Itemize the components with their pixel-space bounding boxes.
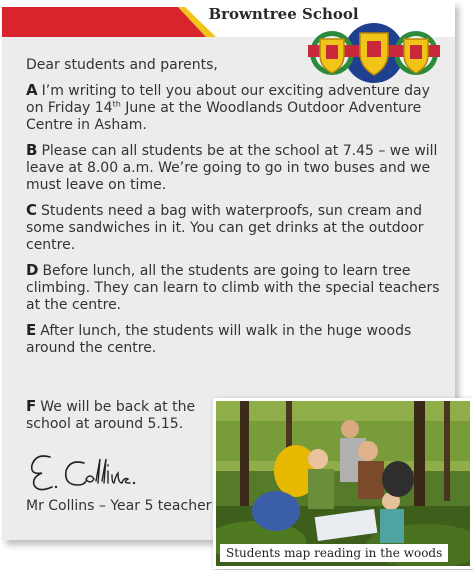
- paragraph-key: A: [26, 81, 38, 99]
- paragraph-text: Students need a bag with waterproofs, sun cream and some sandwiches in it. You can get drinks at the outdoor centre.: [26, 203, 424, 253]
- paragraph-f: [26, 398, 201, 433]
- greeting: Dear students and parents,: [26, 57, 218, 73]
- school-name: Browntree School: [208, 5, 359, 23]
- letter-body: [26, 57, 446, 365]
- signature: [26, 449, 146, 493]
- paragraph-text: Before lunch, all the students are going to learn tree climbing. They can learn to climb with the special teachers at the centre.: [26, 263, 440, 313]
- photo-scene: [216, 401, 470, 566]
- paragraph-key: F: [26, 397, 37, 415]
- paragraph-text: I’m writing to tell you about our exciting adventure day on Friday 14: [26, 83, 430, 116]
- woods-photo: [213, 398, 473, 569]
- paragraph-a: [26, 82, 446, 134]
- red-band: [2, 7, 206, 37]
- paragraph-e: [26, 322, 446, 357]
- paragraph-text: We will be back at the school at around 5.15.: [26, 399, 196, 432]
- paragraph-text-continued: June at the Woodlands Outdoor Adventure Centre in Asham.: [26, 100, 422, 133]
- paragraph-key: E: [26, 321, 37, 339]
- paragraph-d: [26, 262, 446, 314]
- paragraph-key: B: [26, 141, 38, 159]
- paragraph-c: [26, 202, 446, 254]
- paragraph-key: C: [26, 201, 38, 219]
- paragraph-text: Please can all students be at the school at 7.45 – we will leave at 8.00 a.m. We’re going to go in two buses and we must leave on time.: [26, 143, 438, 193]
- paragraph-key: D: [26, 261, 39, 279]
- ordinal-suffix: th: [112, 99, 121, 109]
- paragraph-b: [26, 142, 446, 194]
- paragraph-text: After lunch, the students will walk in the huge woods around the centre.: [26, 323, 412, 356]
- signoff: Mr Collins – Year 5 teacher: [26, 498, 212, 514]
- photo-caption: Students map reading in the woods: [220, 544, 448, 562]
